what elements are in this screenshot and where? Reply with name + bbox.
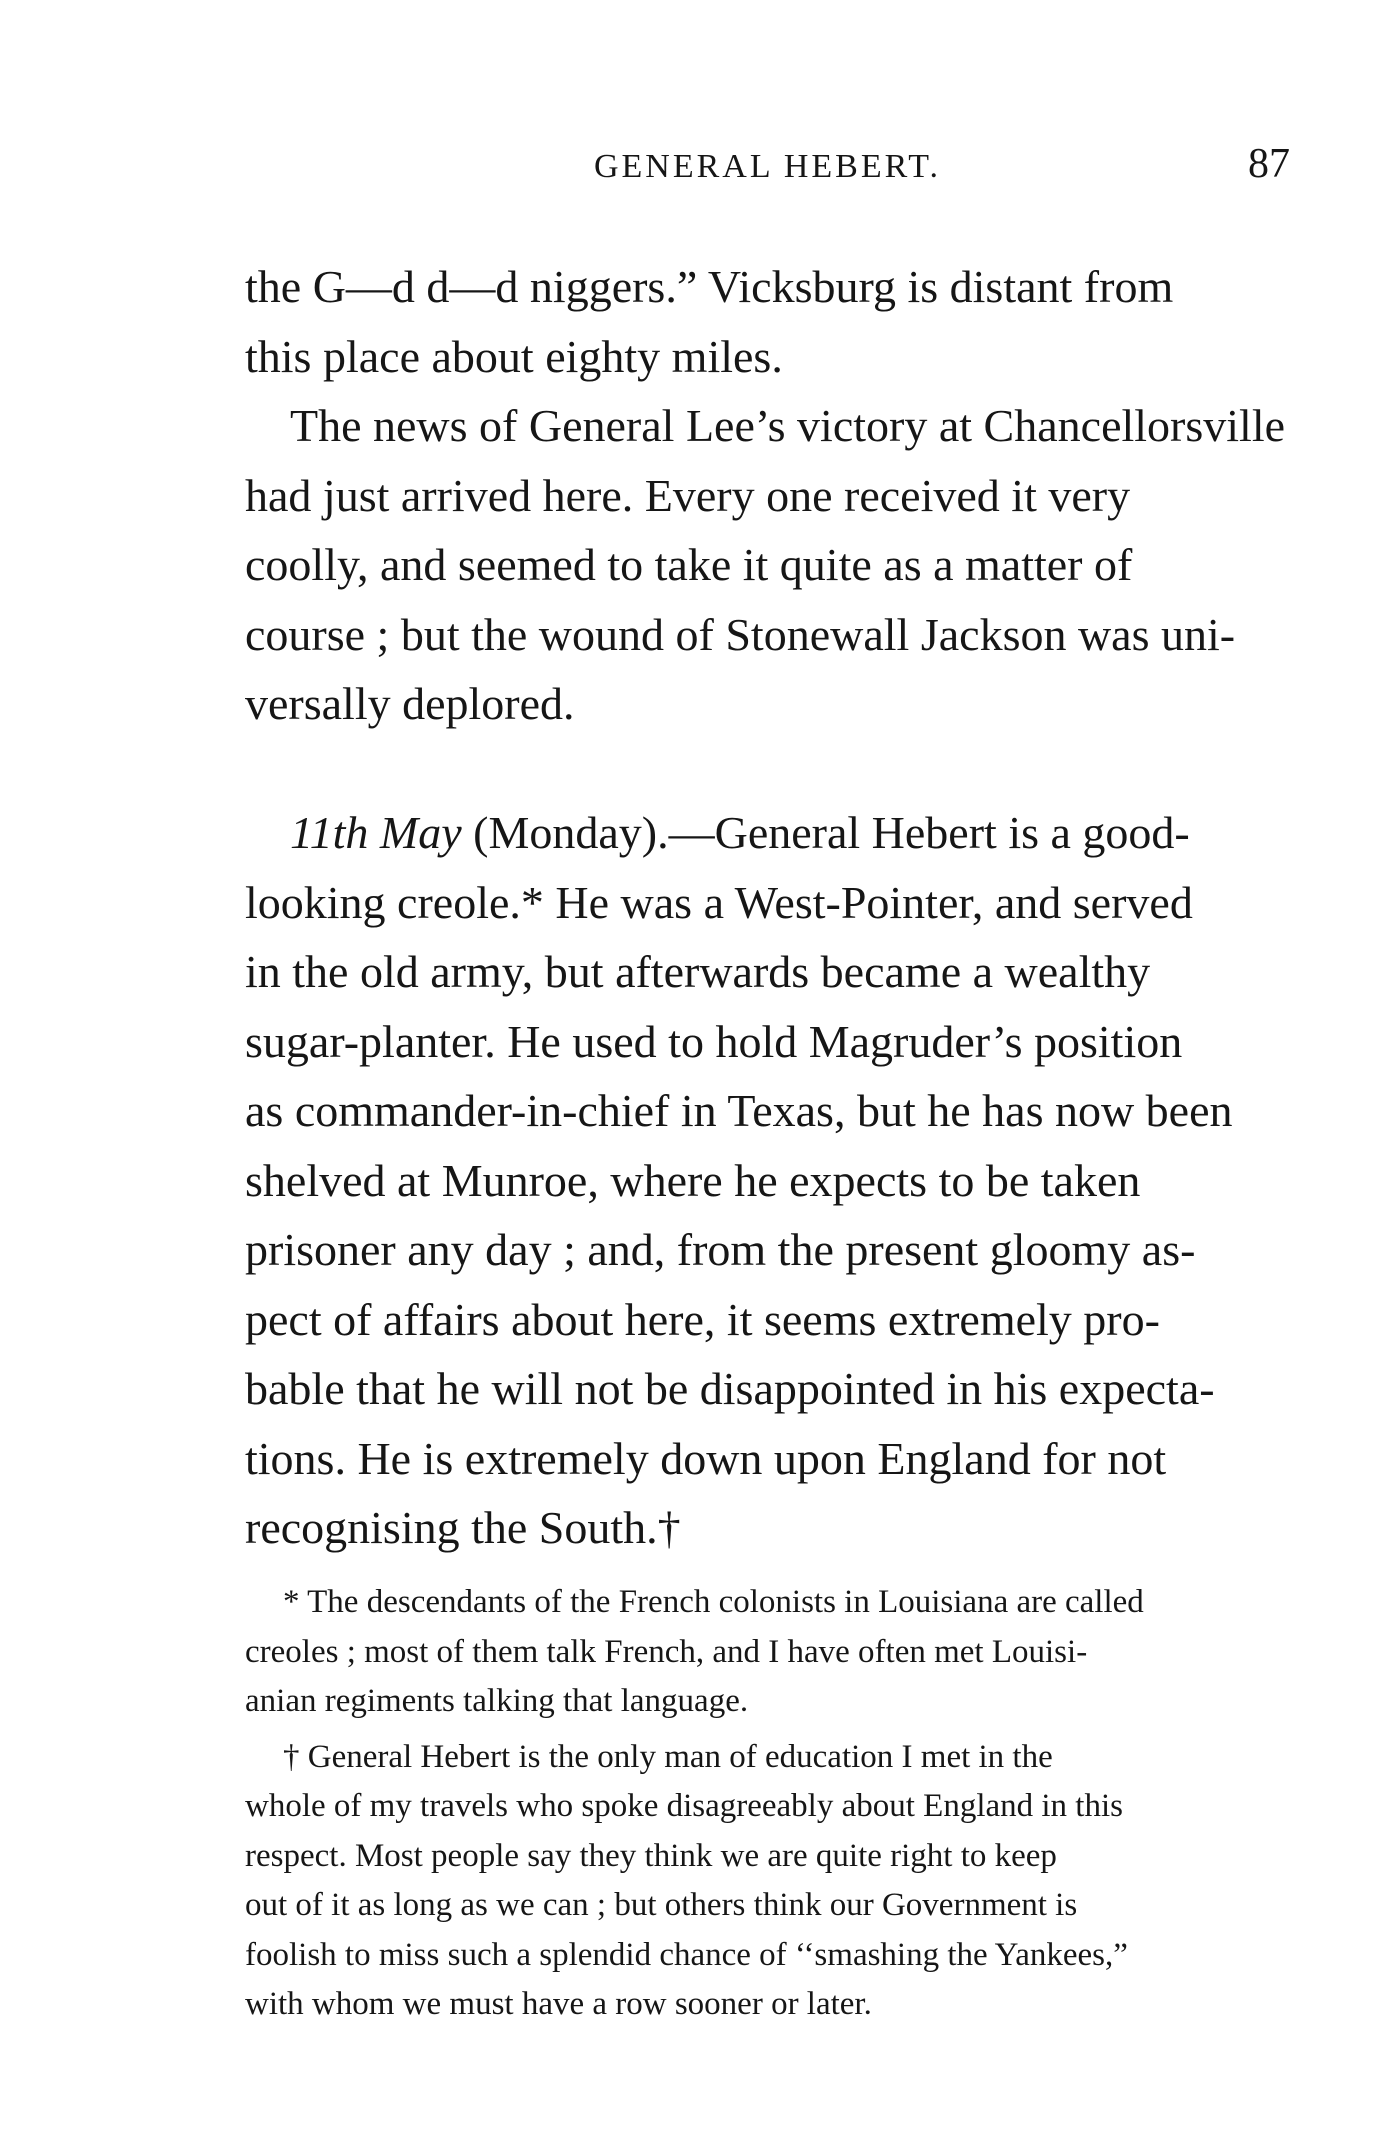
text-line: looking creole.* He was a West-Pointer, and served [245, 876, 1193, 928]
text-line: foolish to miss such a splendid chance of ‘‘smashing the Yankees,” [245, 1936, 1128, 1973]
running-head [245, 141, 1290, 198]
text-line: with whom we must have a row sooner or later. [245, 1986, 872, 2022]
text-line: pect of affairs about here, it seems extremely pro- [245, 1293, 1160, 1345]
text-line: recognising the South.† [245, 1502, 681, 1553]
paragraph-continuation [245, 252, 1290, 739]
text-line: in the old army, but afterwards became a wealthy [245, 946, 1151, 997]
text-line: out of it as long as we can ; but others think our Government is [245, 1887, 1078, 1923]
page-number: 87 [1248, 141, 1290, 187]
paragraph [245, 391, 1290, 739]
text-line: creoles ; most of them talk French, and I have often met Louisi- [245, 1633, 1088, 1670]
entry-date-month: May [379, 807, 462, 858]
text-line: coolly, and seemed to take it quite as a matter of [245, 539, 1133, 590]
text-line: as commander-in-chief in Texas, but he has now been [245, 1085, 1233, 1136]
text-line: course ; but the wound of Stonewall Jackson was uni- [245, 608, 1236, 660]
text-line: shelved at Munroe, where he expects to be taken [245, 1154, 1141, 1206]
text-line: respect. Most people say they think we are quite right to keep [245, 1837, 1057, 1874]
text-line: the G—d d—d niggers.” Vicksburg is distant from [245, 261, 1174, 312]
paragraph [245, 252, 1290, 391]
text-line: tions. He is extremely down upon England for not [245, 1432, 1167, 1484]
text-line: The news of General Lee’s victory at Chancellorsville [290, 400, 1286, 451]
footnotes [245, 1578, 1290, 2030]
text-line: —General Hebert is a good- [668, 807, 1190, 858]
entry-date-day: 11th [290, 807, 369, 858]
text-line: * The descendants of the French colonists in Louisiana are called [283, 1584, 1144, 1620]
page-title: GENERAL HEBERT. [593, 148, 942, 185]
text-line: bable that he will not be disappointed in his expecta- [245, 1363, 1215, 1414]
entry-weekday: (Monday). [473, 807, 669, 858]
diary-entry [245, 798, 1290, 1563]
text-line: whole of my travels who spoke disagreeably about England in this [245, 1788, 1123, 1824]
footnote-hebert [245, 1733, 1290, 2030]
text-line: † General Hebert is the only man of education I met in the [283, 1738, 1053, 1775]
footnote-creoles [245, 1578, 1290, 1727]
text-line: prisoner any day ; and, from the present gloomy as- [245, 1224, 1196, 1275]
text-line: sugar-planter. He used to hold Magruder’s position [245, 1015, 1183, 1067]
text-line: anian regiments talking that language. [245, 1683, 749, 1719]
text-line: versally deplored. [245, 678, 575, 729]
text-line: this place about eighty miles. [245, 330, 783, 382]
paragraph [245, 798, 1290, 1563]
text-line: had just arrived here. Every one received it very [245, 469, 1131, 521]
